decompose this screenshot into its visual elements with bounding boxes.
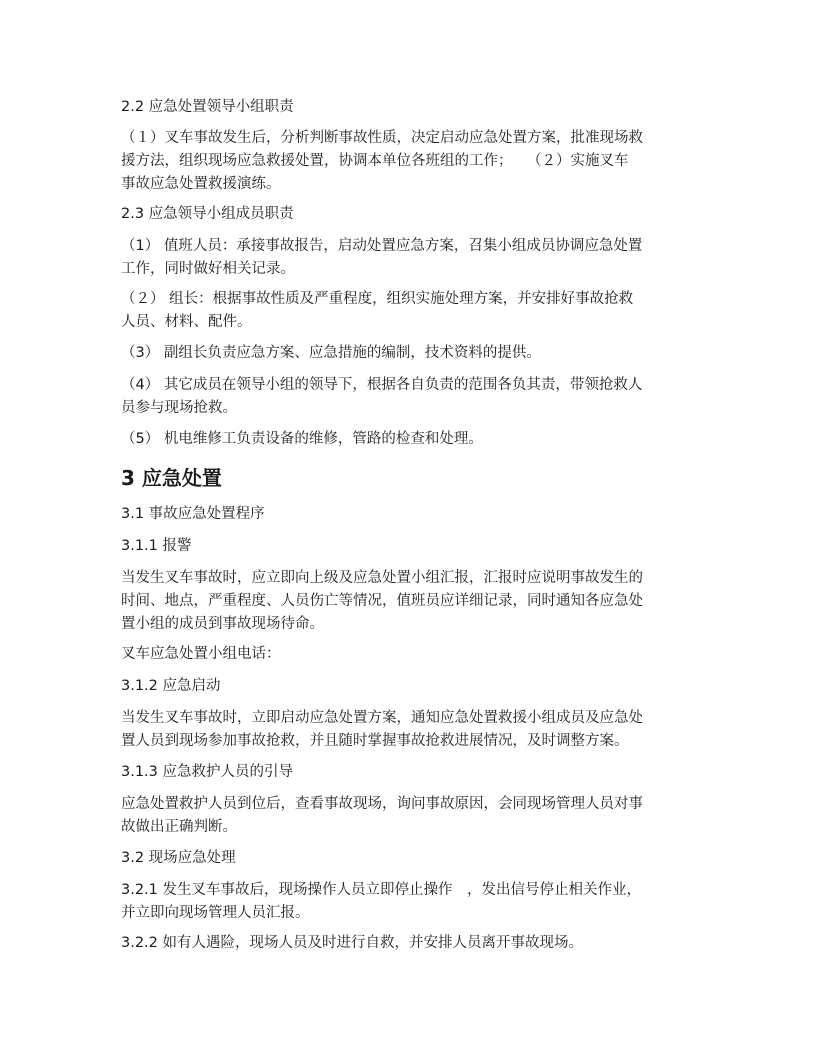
list-item-maintenance <box>121 428 701 451</box>
paragraph-2-2 <box>121 127 701 196</box>
text-line: 并立即向现场管理人员汇报。 <box>121 905 310 921</box>
text-line: 置人员到现场参加事故抢救，并且随时掌握事故抢救进展情况，及时调整方案。 <box>121 733 629 749</box>
text-line: 故做出正确判断。 <box>121 819 237 835</box>
paragraph-3-2-1 <box>121 879 701 925</box>
text-line: 时间、地点，严重程度、人员伤亡等情况，值班员应详细记录，同时通知各应急处 <box>121 593 643 609</box>
text-line: （１）叉车事故发生后，分析判断事故性质，决定启动应急处置方案，批准现场救 <box>121 130 643 146</box>
text-line: 当发生叉车事故时，应立即向上级及应急处置小组汇报，汇报时应说明事故发生的 <box>121 570 643 586</box>
text-line: （3） 副组长负责应急方案、应急措施的编制，技术资料的提供。 <box>121 345 541 361</box>
heading-3-1-1: 3.1.1 报警 <box>121 538 192 554</box>
list-item-team-leader <box>121 288 701 334</box>
paragraph-3-1-1 <box>121 567 701 636</box>
text-line: 员参与现场抢救。 <box>121 400 237 416</box>
heading-2-2: 2.2 应急处置领导小组职责 <box>121 99 294 115</box>
list-item-duty-officer <box>121 235 701 281</box>
heading-3-2: 3.2 现场应急处理 <box>121 850 236 866</box>
text-line: 3.2.2 如有人遇险，现场人员及时进行自救，并安排人员离开事故现场。 <box>121 935 584 951</box>
heading-3-1-2: 3.1.2 应急启动 <box>121 678 221 694</box>
text-line: （1） 值班人员：承接事故报告，启动处置应急方案，召集小组成员协调应急处置 <box>121 238 643 254</box>
text-line: 置小组的成员到事故现场待命。 <box>121 616 324 632</box>
text-line: 事故应急处置救援演练。 <box>121 176 281 192</box>
heading-3-1-3: 3.1.3 应急救护人员的引导 <box>121 764 294 780</box>
heading-2-3: 2.3 应急领导小组成员职责 <box>121 206 294 222</box>
text-line: 援方法，组织现场应急救援处置，协调本单位各班组的工作； （２）实施叉车 <box>121 153 629 169</box>
text-line: （4） 其它成员在领导小组的领导下，根据各自负责的范围各负其责，带领抢救人 <box>121 377 643 393</box>
phone-line: 叉车应急处置小组电话： <box>121 646 281 662</box>
text-line: 工作，同时做好相关记录。 <box>121 261 295 277</box>
paragraph-3-1-3 <box>121 793 701 839</box>
text-line: 应急处置救护人员到位后，查看事故现场，询问事故原因，会同现场管理人员对事 <box>121 796 643 812</box>
paragraph-3-2-2 <box>121 932 701 955</box>
heading-3-1: 3.1 事故应急处置程序 <box>121 506 265 522</box>
text-line: 人员、材料、配件。 <box>121 314 252 330</box>
paragraph-3-1-2 <box>121 707 701 753</box>
heading-3: 3 应急处置 <box>121 466 222 490</box>
list-item-other-members <box>121 374 701 420</box>
text-line: （5） 机电维修工负责设备的维修，管路的检查和处理。 <box>121 431 483 447</box>
text-line: （２） 组长：根据事故性质及严重程度，组织实施处理方案，并安排好事故抢救 <box>121 291 634 307</box>
list-item-deputy-leader <box>121 342 701 365</box>
text-line: 当发生叉车事故时，立即启动应急处置方案，通知应急处置救援小组成员及应急处 <box>121 710 643 726</box>
text-line: 3.2.1 发生叉车事故后，现场操作人员立即停止操作 ，发出信号停止相关作业， <box>121 882 642 898</box>
